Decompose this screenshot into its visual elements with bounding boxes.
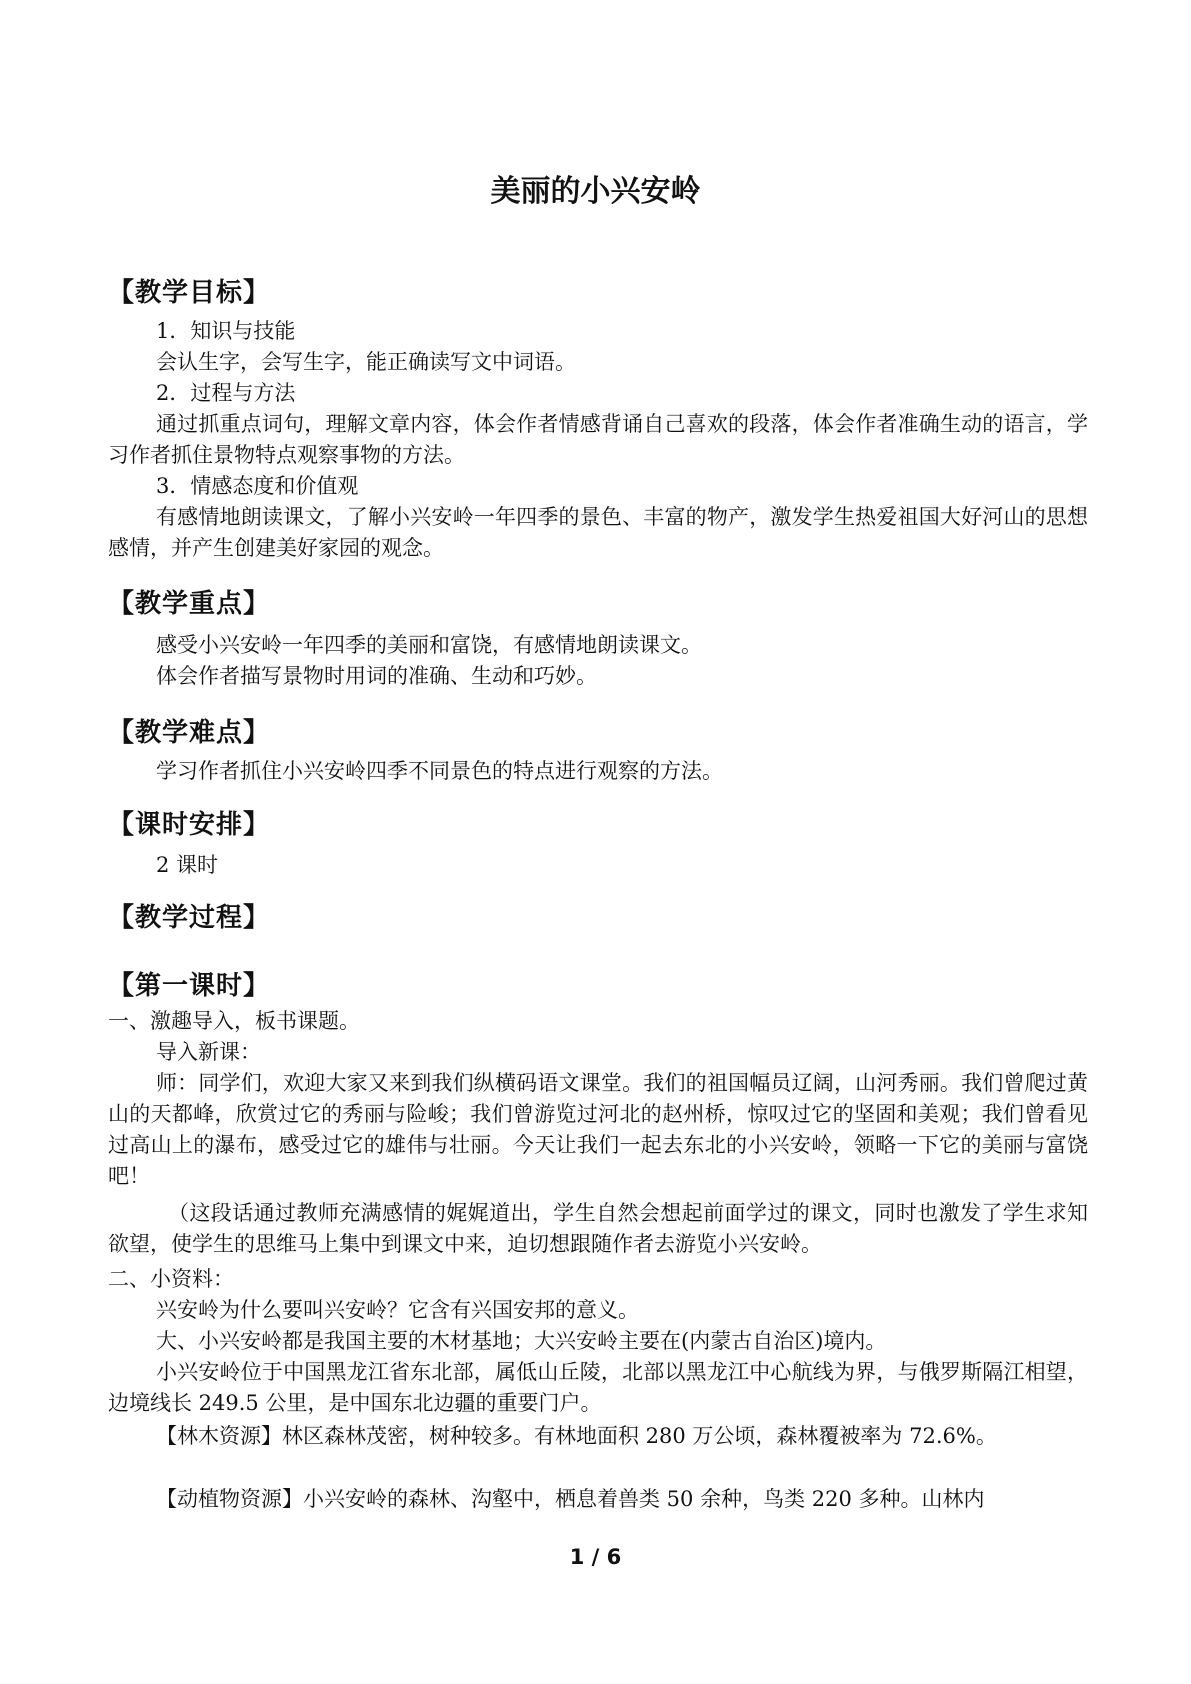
page-number: 1 / 6 [569,1545,622,1569]
section-heading-schedule: 【课时安排】 [108,810,271,840]
goal-item: 会认生字，会写生字，能正确读写文中词语。 [156,350,576,374]
lesson-paragraph: 大、小兴安岭都是我国主要的木材基地；大兴安岭主要在(内蒙古自治区)境内。 [156,1329,887,1353]
goal-item: 有感情地朗读课文，了解小兴安岭一年四季的景色、丰富的物产，激发学生热爱祖国大好河山的思想感情，并产生创建美好家园的观念。 [108,505,1088,560]
lesson-paragraph: 兴安岭为什么要叫兴安岭？它含有兴国安邦的意义。 [156,1298,639,1322]
section-heading-process: 【教学过程】 [108,903,271,933]
goal-item: 3．情感态度和价值观 [156,474,359,498]
difficulty-item: 学习作者抓住小兴安岭四季不同景色的特点进行观察的方法。 [156,759,723,783]
key-point-item: 感受小兴安岭一年四季的美丽和富饶，有感情地朗读课文。 [156,633,702,657]
goal-item: 2．过程与方法 [156,381,296,405]
lesson-subheading: 导入新课： [156,1040,261,1064]
goal-item: 通过抓重点词句，理解文章内容，体会作者情感背诵自己喜欢的段落，体会作者准确生动的语言，学习作者抓住景物特点观察事物的方法。 [108,412,1088,467]
lesson-paragraph: （这段话通过教师充满感情的娓娓道出，学生自然会想起前面学过的课文，同时也激发了学生求知欲望，使学生的思维马上集中到课文中来，迫切想跟随作者去游览小兴安岭。 [108,1201,1088,1256]
document-title: 美丽的小兴安岭 [490,174,701,209]
lesson-paragraph: 【动植物资源】小兴安岭的森林、沟壑中，栖息着兽类 50 余种，鸟类 220 多种。山林内 [156,1487,985,1511]
lesson-paragraph: 小兴安岭位于中国黑龙江省东北部，属低山丘陵，北部以黑龙江中心航线为界，与俄罗斯隔江相望，边境线长 249.5 公里，是中国东北边疆的重要门户。 [108,1360,1088,1415]
section-heading-goals: 【教学目标】 [108,278,271,308]
lesson-step: 二、小资料： [108,1267,234,1291]
schedule-item: 2 课时 [156,853,219,877]
section-heading-difficulties: 【教学难点】 [108,718,271,748]
section-heading-key-points: 【教学重点】 [108,589,271,619]
key-point-item: 体会作者描写景物时用词的准确、生动和巧妙。 [156,664,597,688]
lesson-step: 一、激趣导入，板书课题。 [108,1009,360,1033]
goal-item: 1．知识与技能 [156,319,296,343]
lesson-paragraph: 师：同学们，欢迎大家又来到我们纵横码语文课堂。我们的祖国幅员辽阔，山河秀丽。我们曾爬过黄山的天都峰，欣赏过它的秀丽与险峻；我们曾游览过河北的赵州桥，惊叹过它的坚固和美观；我们曾看见过高山上的瀑布，感受过它的雄伟与壮丽。今天让我们一起去东北的小兴安岭，领略一下它的美丽与富饶吧！ [108,1071,1088,1188]
lesson-paragraph: 【林木资源】林区森林茂密，树种较多。有林地面积 280 万公顷，森林覆被率为 72.6%。 [156,1424,997,1448]
section-heading-lesson1: 【第一课时】 [108,971,271,1001]
